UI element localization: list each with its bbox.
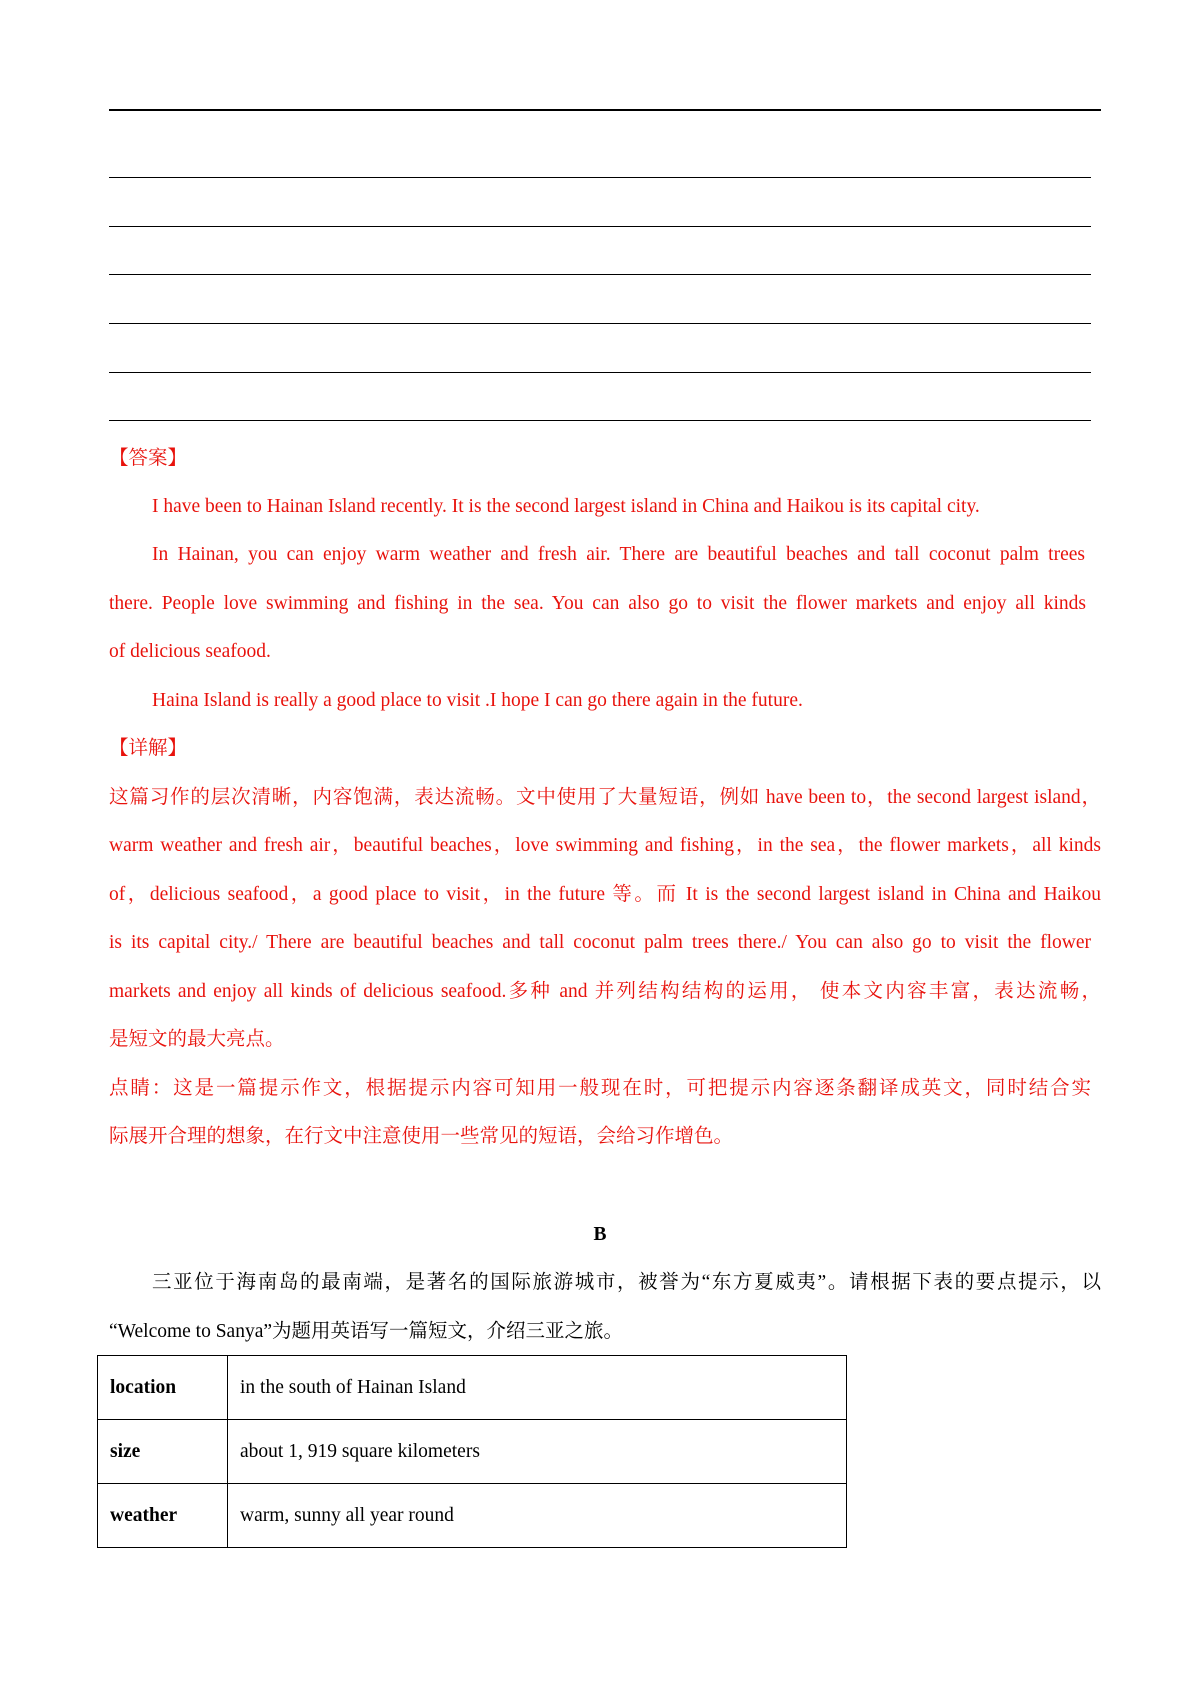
writing-line (109, 226, 1091, 227)
answer-paragraph-3: Haina Island is really a good place to visit .I hope I can go there again in the future. (152, 690, 803, 711)
explanation-line-3: of，delicious seafood，a good place to visit，in the future 等。而 It is the second largest island in China and Haikou (109, 884, 1101, 905)
table-value-cell: about 1, 919 square kilometers (228, 1420, 847, 1484)
table-value-cell: in the south of Hainan Island (228, 1356, 847, 1420)
table-key-cell: location (98, 1356, 228, 1420)
answer-paragraph-2-line-3: of delicious seafood. (109, 641, 271, 662)
explanation-line-4: is its capital city./ There are beautiful beaches and tall coconut palm trees there./ You can also go to visit the flower (109, 932, 1091, 953)
writing-line (109, 420, 1091, 421)
table-row (98, 1484, 847, 1548)
explanation-line-1: 这篇习作的层次清晰，内容饱满，表达流畅。文中使用了大量短语，例如 have been to，the second largest island， (109, 787, 1101, 808)
answer-paragraph-1: I have been to Hainan Island recently. It is the second largest island in China and Haikou is its capital city. (152, 496, 980, 517)
answer-paragraph-2-line-2: there. People love swimming and fishing in the sea. You can also go to visit the flower markets and enjoy all kinds (109, 593, 1086, 614)
tip-line-1: 点睛：这是一篇提示作文，根据提示内容可知用一般现在时，可把提示内容逐条翻译成英文，同时结合实 (109, 1078, 1091, 1099)
table-row (98, 1420, 847, 1484)
answer-heading: 【答案】 (109, 448, 188, 469)
explanation-heading: 【详解】 (109, 738, 188, 759)
explanation-line-2: warm weather and fresh air，beautiful beaches，love swimming and fishing，in the sea，the flower markets，all kinds (109, 835, 1101, 856)
writing-line-top (109, 109, 1101, 111)
tip-line-2: 际展开合理的想象，在行文中注意使用一些常见的短语，会给习作增色。 (109, 1126, 734, 1147)
section-b-label: B (593, 1224, 607, 1245)
table-value-cell: warm, sunny all year round (228, 1484, 847, 1548)
table-row (98, 1356, 847, 1420)
section-b-prompt-line-1: 三亚位于海南岛的最南端，是著名的国际旅游城市，被誉为“东方夏威夷”。请根据下表的要点提示，以 (152, 1272, 1101, 1293)
writing-line (109, 177, 1091, 178)
writing-line (109, 323, 1091, 324)
explanation-line-6: 是短文的最大亮点。 (109, 1029, 285, 1050)
sanya-info-table (97, 1355, 847, 1548)
table-key-cell: size (98, 1420, 228, 1484)
answer-paragraph-2-line-1: In Hainan, you can enjoy warm weather and fresh air. There are beautiful beaches and tall coconut palm trees (152, 544, 1085, 565)
table-key-cell: weather (98, 1484, 228, 1548)
writing-line (109, 274, 1091, 275)
writing-line (109, 372, 1091, 373)
section-b-prompt-line-2: “Welcome to Sanya”为题用英语写一篇短文，介绍三亚之旅。 (109, 1321, 624, 1342)
explanation-line-5: markets and enjoy all kinds of delicious seafood.多种 and 并列结构结构的运用， 使本文内容丰富，表达流畅， (109, 981, 1101, 1002)
